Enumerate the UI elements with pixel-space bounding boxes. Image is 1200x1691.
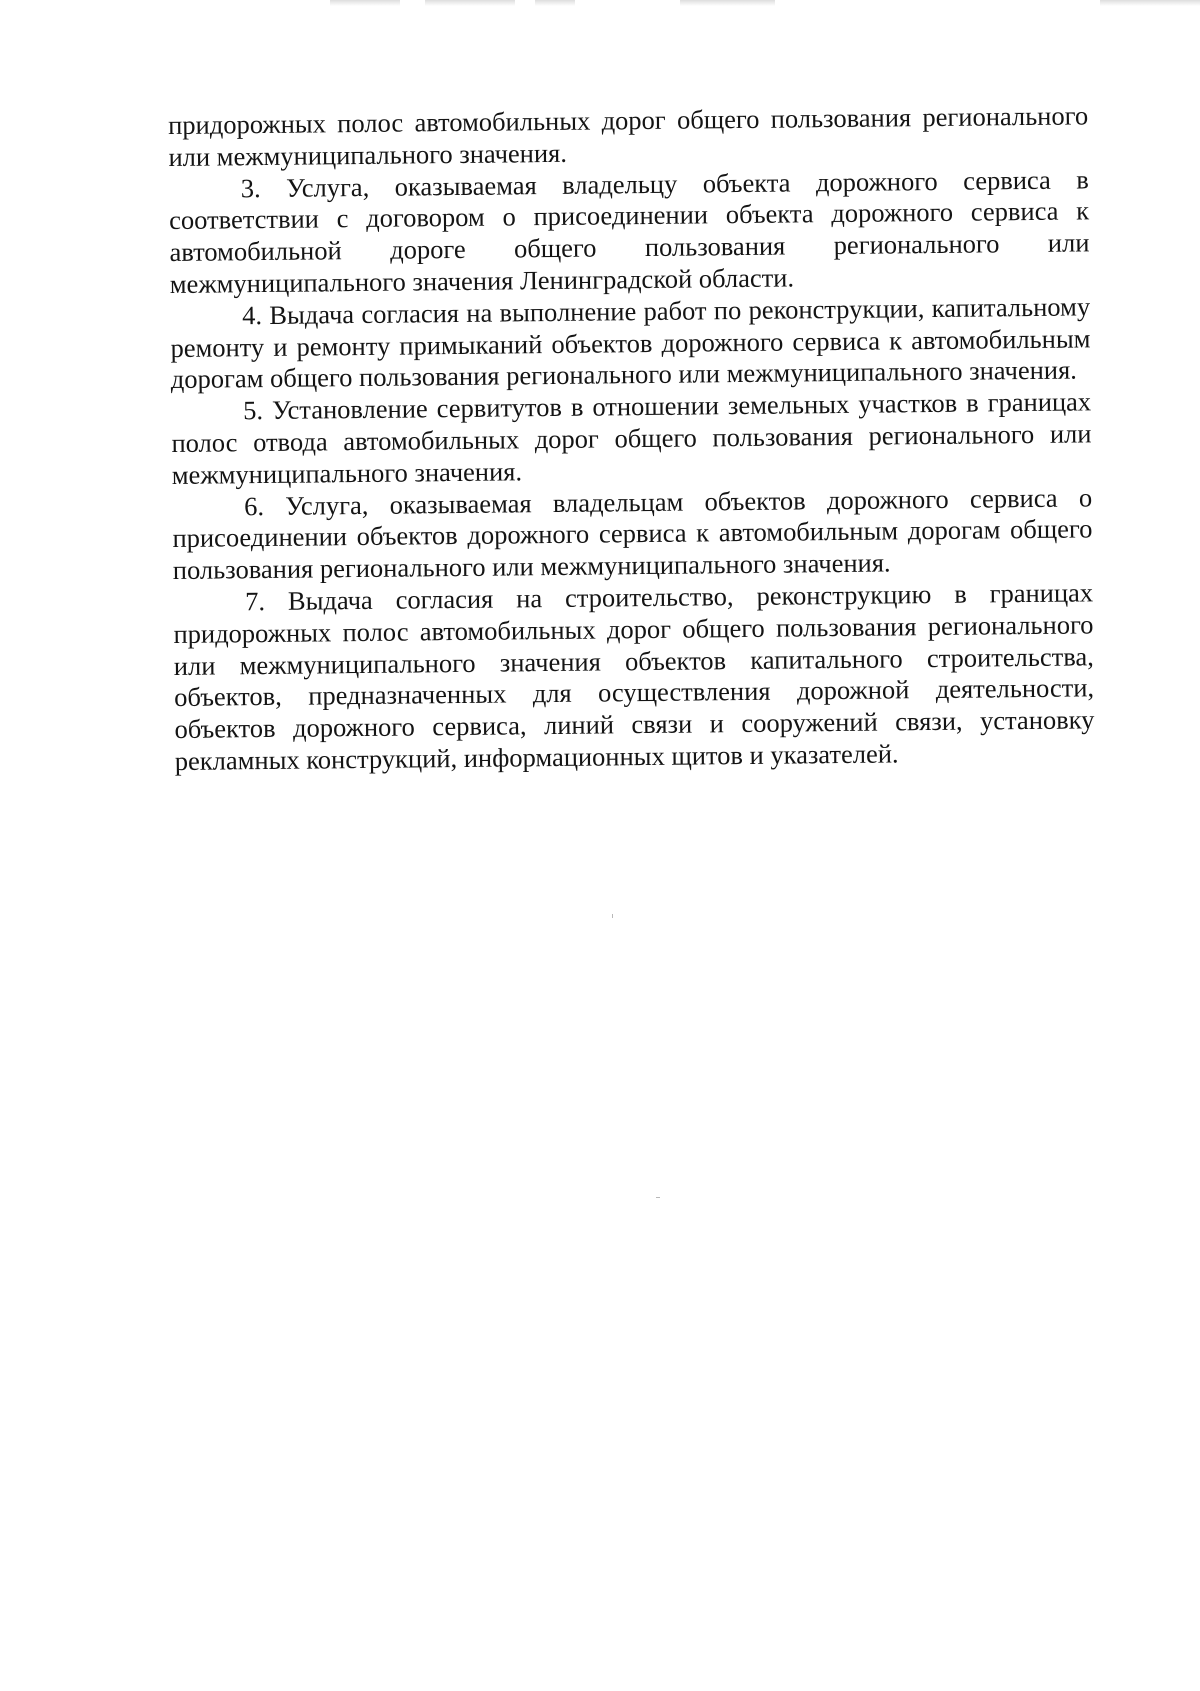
scan-speck (656, 1197, 660, 1198)
document-body (168, 100, 1095, 777)
paragraph-item-6: 6. Услуга, оказываемая владельцам объектов дорожного сервиса о присоединении объектов дорожного сервиса к автомобильным дорогам общего пользования регионального или межмуниципального значения. (172, 481, 1093, 586)
paragraph-item-5: 5. Установление сервитутов в отношении земельных участков в границах полос отвода автомобильных дорог общего пользования регионального или межмуниципального значения. (171, 386, 1092, 490)
paragraph-continuation: придорожных полос автомобильных дорог общего пользования регионального или межмуниципального значения. (168, 100, 1089, 172)
scan-edge-mark (330, 0, 400, 6)
paragraph-item-3: 3. Услуга, оказываемая владельцу объекта дорожного сервиса в соответствии с договором о присоединении объекта дорожного сервиса к автомобильной дороге общего пользования регионального или межмуниципального значения Ленинградской области. (168, 163, 1090, 299)
scan-edge-mark (535, 0, 575, 6)
scan-speck (612, 914, 613, 918)
scan-edge-mark (425, 0, 515, 6)
paragraph-item-7: 7. Выдача согласия на строительство, реконструкцию в границах придорожных полос автомобильных дорог общего пользования регионального или межмуниципального значения объектов капитального строительства, объектов, предназначенных для осуществления дорожной деятельности, объектов дорожного сервиса, линий связи и сооружений связи, установку рекламных конструкций, информационных щитов и указателей. (173, 577, 1095, 776)
paragraph-item-4: 4. Выдача согласия на выполнение работ по реконструкции, капитальному ремонту и ремонту примыканий объектов дорожного сервиса к автомобильным дорогам общего пользования регионального или межмуниципального значения. (170, 291, 1091, 395)
scan-edge-mark (680, 0, 775, 6)
scan-edge-mark (1100, 0, 1200, 6)
